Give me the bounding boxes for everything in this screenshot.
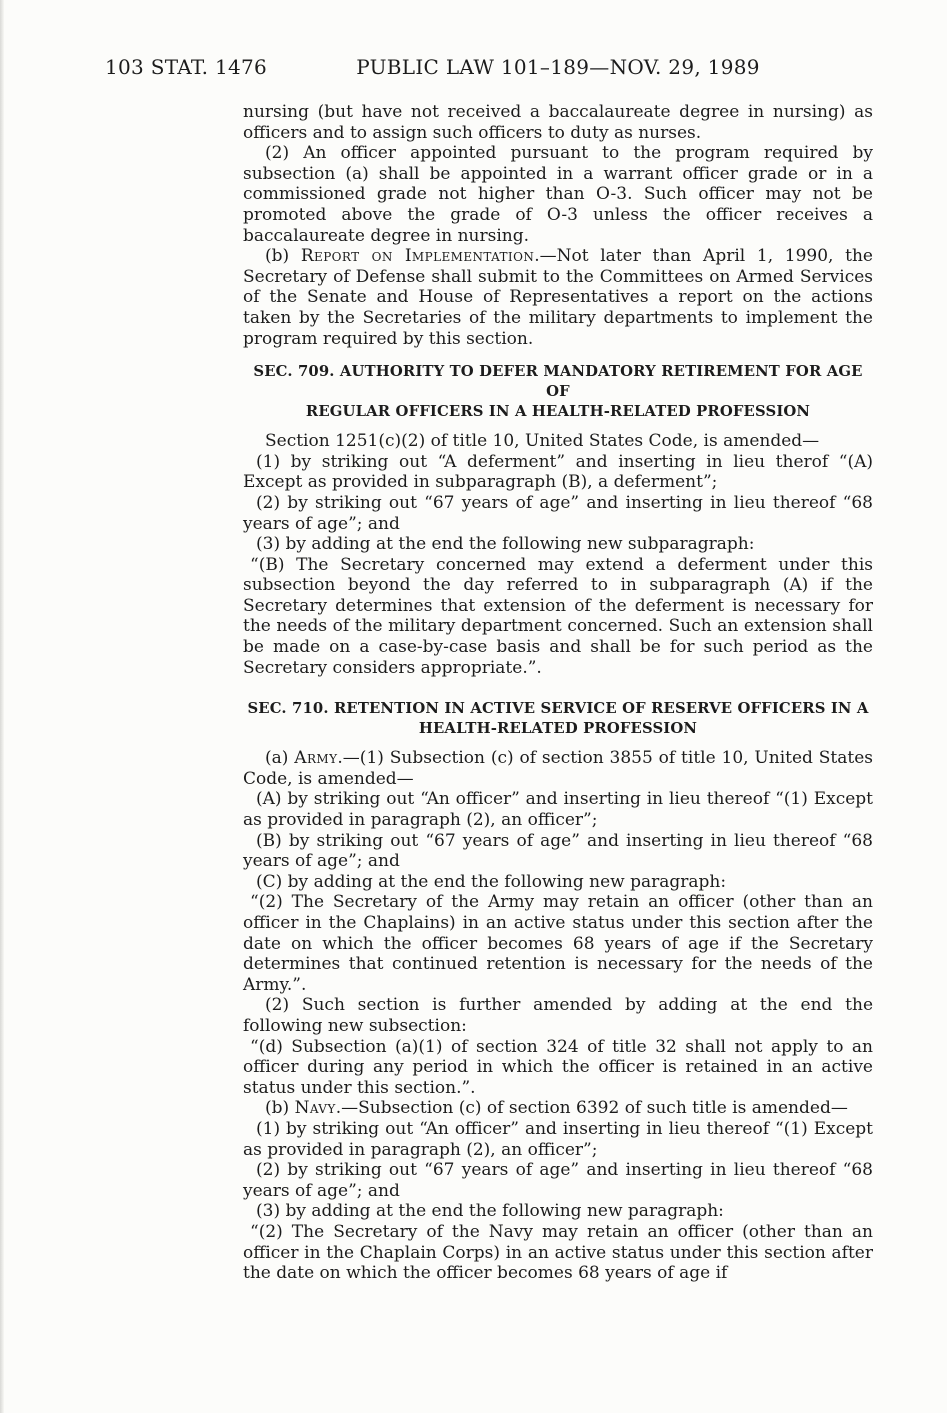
text-segment-smallcaps: Report on Implementation [300,246,535,267]
text-segment: (b) [265,1098,295,1119]
navy-quoted-paragraph-2-incomplete: “(2) The Secretary of the Navy may retain an officer (other than an officer in the Chaplain Corps) in an active status under this section after the date on which the officer becomes 68 years of age if [243,1221,873,1284]
army-clause-b: (B) by striking out “67 years of age” and inserting in lieu thereof “68 years of age”; and [243,830,873,872]
text-segment: .—Subsection (c) of section 6392 of such title is amended— [335,1098,848,1119]
text-segment: (a) [265,748,295,769]
text-segment: (b) [265,246,301,267]
navy-clause-3: (3) by adding at the end the following new paragraph: [256,1201,724,1222]
paragraph-army [243,748,873,789]
quoted-subparagraph-b: “(B) The Secretary concerned may extend a deferment under this subsection beyond the day referred to in subparagraph (A) if the Secretary determines that extension of the deferment is necessary for the needs of the military department concerned. Such an extension shall be made on a case-by-case basis and shall be for such period as the Secretary considers appropriate.”. [243,554,873,678]
text-segment: .—Not later than April 1, 1990, the Secretary of Defense shall submit to the Committees on Armed Services of the Senate and House of Representatives a report on the actions taken by the Secretaries of the military departments to implement the program required by this section. [243,246,873,349]
navy-clause-1: (1) by striking out “An officer” and inserting in lieu thereof “(1) Except as provided in paragraph (2), an officer”; [243,1118,873,1160]
text-segment: .—(1) Subsection (c) of section 3855 of title 10, United States Code, is amended— [243,748,874,789]
statute-page-number: 103 STAT. 1476 [105,55,268,79]
scan-edge-artifact [0,0,4,1413]
amendment-clause-3: (3) by adding at the end the following new subparagraph: [256,534,755,555]
army-clause-a: (A) by striking out “An officer” and inserting in lieu thereof “(1) Except as provided in paragraph (2), an officer”; [243,789,873,831]
section-710-heading [243,699,873,739]
army-quoted-subsection-d: “(d) Subsection (a)(1) of section 324 of title 32 shall not apply to an officer during any period in which the officer is retained in an active status under this section.”. [243,1036,873,1098]
paragraph-navy [243,1098,873,1119]
army-clause-c: (C) by adding at the end the following new paragraph: [256,871,727,892]
amendment-clause-1: (1) by striking out “A deferment” and inserting in lieu therof “(A) Except as provided in subparagraph (B), a deferment”; [243,451,873,493]
heading-line: REGULAR OFFICERS IN A HEALTH-RELATED PROFESSION [305,403,811,421]
section-709-heading [243,362,873,422]
heading-line: SEC. 710. RETENTION IN ACTIVE SERVICE OF RESERVE OFFICERS IN A [247,700,869,718]
amendment-clause-2: (2) by striking out “67 years of age” and inserting in lieu thereof “68 years of age”; and [243,492,873,534]
section-709-intro: Section 1251(c)(2) of title 10, United States Code, is amended— [265,431,820,452]
paragraph-nursing-continuation: nursing (but have not received a baccalaureate degree in nursing) as officers and to assign such officers to duty as nurses. [243,102,873,143]
text-column [243,102,873,1284]
army-quoted-paragraph-2: “(2) The Secretary of the Army may retain an officer (other than an officer in the Chaplains) in an active status under this section after the date on which the officer becomes 68 years of age if the Secretary determines that continued retention is necessary for the needs of the Army.”. [243,892,873,995]
navy-clause-2: (2) by striking out “67 years of age” and inserting in lieu thereof “68 years of age”; and [243,1160,873,1201]
army-paragraph-2: (2) Such section is further amended by adding at the end the following new subsection: [243,995,873,1036]
paragraph-report-on-implementation [243,246,873,349]
heading-line: HEALTH-RELATED PROFESSION [418,720,698,738]
heading-line: SEC. 709. AUTHORITY TO DEFER MANDATORY RETIREMENT FOR AGE OF [253,363,863,401]
text-segment-smallcaps: Army [294,748,338,769]
running-head-law-title: PUBLIC LAW 101–189—NOV. 29, 1989 [356,55,760,79]
paragraph-officer-appointment: (2) An officer appointed pursuant to the program required by subsection (a) shall be appointed in a warrant officer grade or in a commissioned grade not higher than O-3. Such officer may not be promoted above the grade of O-3 unless the officer receives a baccalaureate degree in nursing. [243,143,873,246]
text-segment-smallcaps: Navy [294,1098,336,1119]
